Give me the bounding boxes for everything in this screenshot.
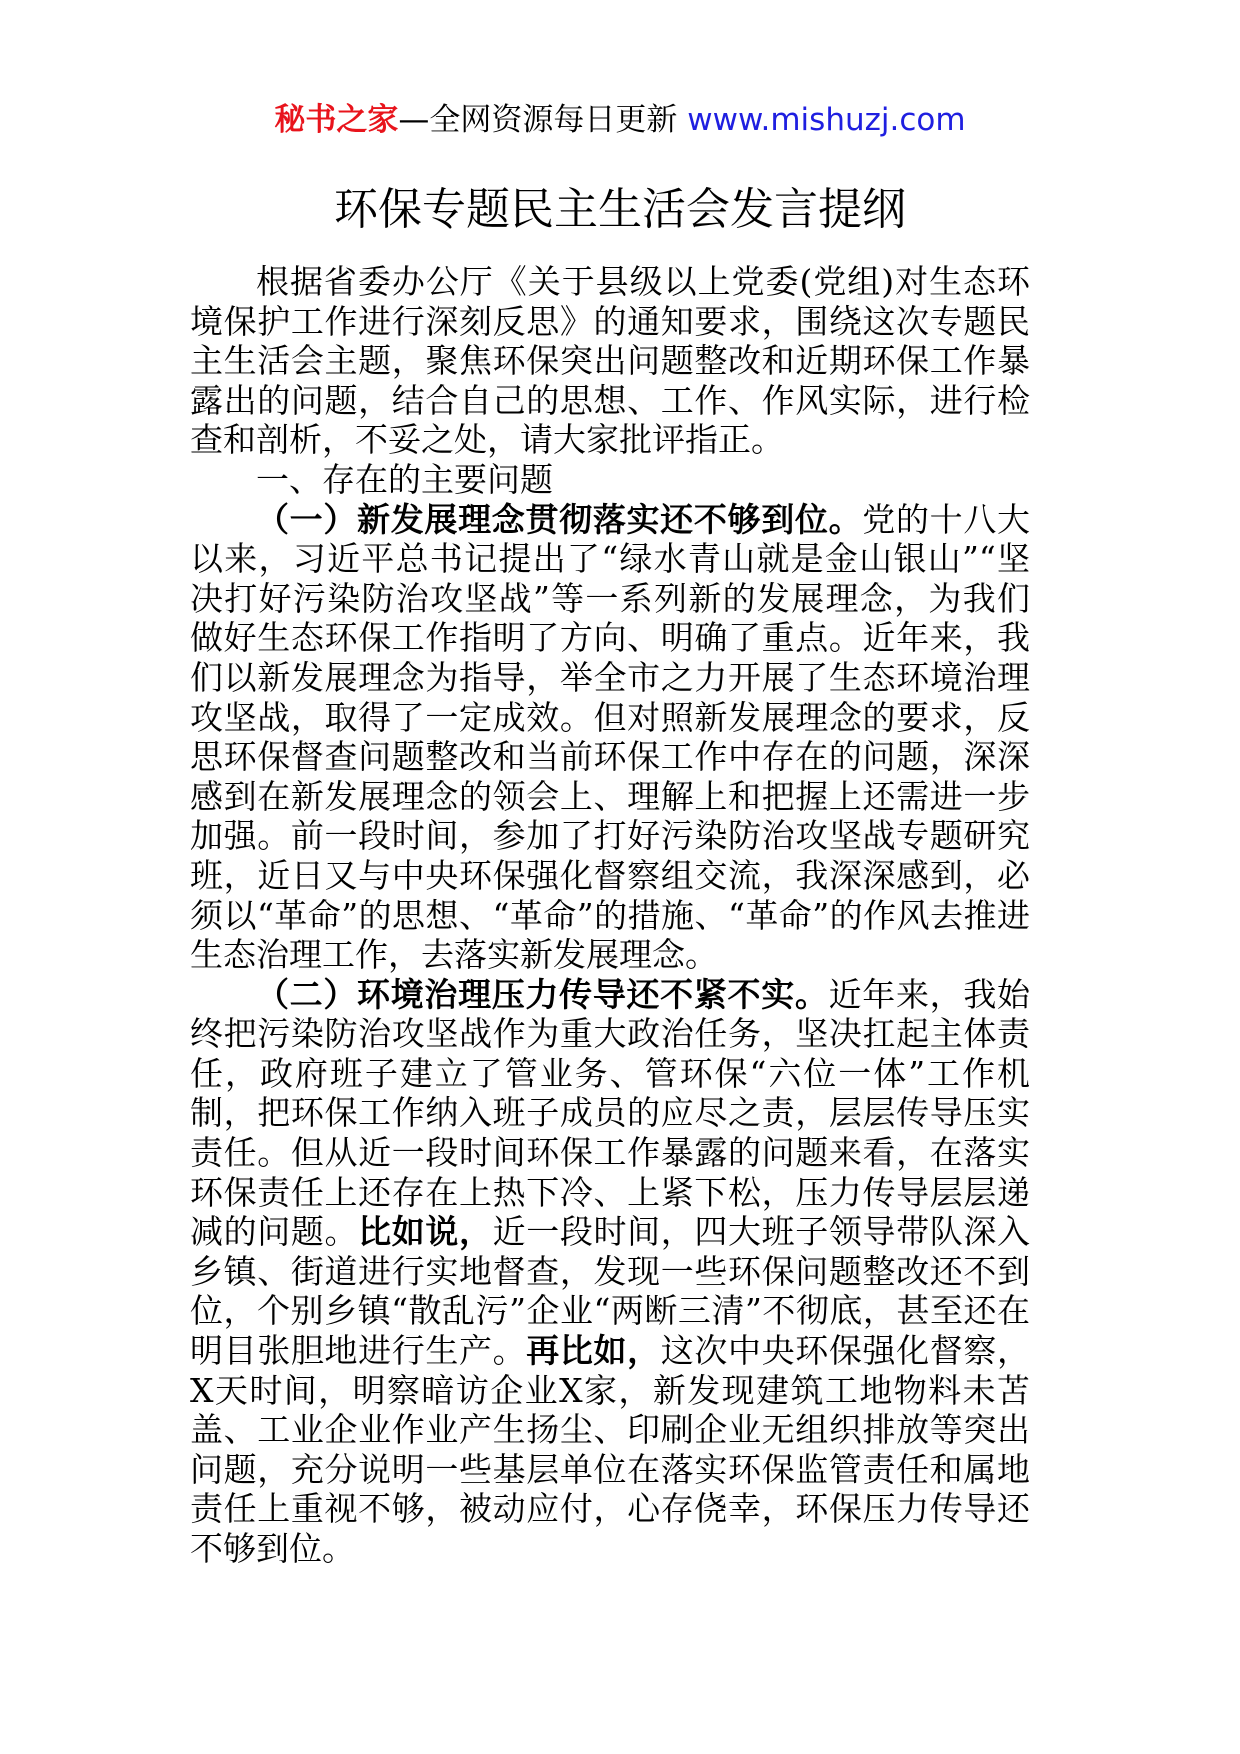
document-body	[190, 262, 1030, 1569]
issue-paragraph-1	[190, 500, 1030, 975]
issue-paragraph-2	[190, 975, 1030, 1569]
section-heading: 一、存在的主要问题	[256, 459, 553, 499]
issue-text-2c: 这次中央环保强化督察，X天时间，明察暗访企业X家，新发现建筑工地物料未苫盖、工业企业作业产生扬尘、印刷企业无组织排放等突出问题，充分说明一些基层单位在落实环保监管责任和属地责任上重视不够，被动应付，心存侥幸，环保压力传导还不够到位。	[190, 1331, 1030, 1568]
site-header	[0, 100, 1240, 140]
document-title: 环保专题民主生活会发言提纲	[334, 184, 906, 235]
issue-text-2b: 近一段时间，四大班子领导带队深入乡镇、街道进行实地督查，发现一些环保问题整改还不到位，个别乡镇“散乱污”企业“两断三清”不彻底，甚至还在明目张胆地进行生产。	[190, 1212, 1030, 1371]
example-label-1: 比如说，	[358, 1212, 493, 1252]
brand-name: 秘书之家	[274, 102, 399, 138]
issue-text-2a: 近年来，我始终把污染防治攻坚战作为重大政治任务，坚决扛起主体责任，政府班子建立了管业务、管环保“六位一体”工作机制，把环保工作纳入班子成员的应尽之责，层层传导压实责任。但从近一段时间环保工作暴露的问题来看，在落实环保责任上还存在上热下冷、上紧下松，压力传导层层递减的问题。	[190, 974, 1031, 1252]
issue-heading-2: （二）环境治理压力传导还不紧不实。	[256, 974, 829, 1014]
site-url-link[interactable]: www.mishuzj.com	[687, 102, 966, 138]
example-label-2: 再比如，	[526, 1331, 661, 1371]
issue-heading-1: （一）新发展理念贯彻落实还不够到位。	[256, 499, 863, 539]
intro-paragraph: 根据省委办公厅《关于县级以上党委(党组)对生态环境保护工作进行深刻反思》的通知要求，围绕这次专题民主生活会主题，聚焦环保突出问题整改和近期环保工作暴露出的问题，结合自己的思想、工作、作风实际，进行检查和剖析，不妥之处，请大家批评指正。	[190, 262, 1030, 460]
header-tagline: —全网资源每日更新	[398, 102, 688, 138]
issue-text-1: 党的十八大以来，习近平总书记提出了“绿水青山就是金山银山”“坚决打好污染防治攻坚战”等一系列新的发展理念，为我们做好生态环保工作指明了方向、明确了重点。近年来，我们以新发展理念为指导，举全市之力开展了生态环境治理攻坚战，取得了一定成效。但对照新发展理念的要求，反思环保督查问题整改和当前环保工作中存在的问题，深深感到在新发展理念的领会上、理解上和把握上还需进一步加强。前一段时间，参加了打好污染防治攻坚战专题研究班，近日又与中央环保强化督察组交流，我深深感到，必须以“革命”的思想、“革命”的措施、“革命”的作风去推进生态治理工作，去落实新发展理念。	[190, 499, 1031, 975]
